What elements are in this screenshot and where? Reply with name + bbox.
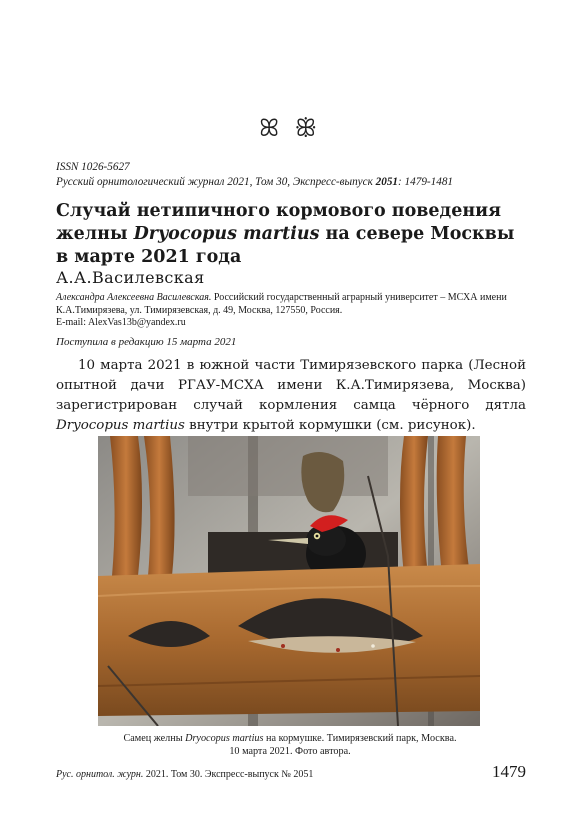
figure-photo	[98, 436, 480, 726]
page-footer	[56, 769, 313, 780]
body-paragraph	[56, 356, 526, 436]
woodpecker-feeder-image	[98, 436, 480, 726]
author-email: E-mail: AlexVas13b@yandex.ru	[56, 317, 186, 328]
affiliation-address: Российский государственный аграрный университет – МСХА имени К.А.Тимирязева, ул. Тимирязевская, д. 49, Москва, 127550, Россия.	[56, 292, 507, 316]
title-text-end: на севере Москвы в марте 2021 года	[56, 224, 515, 267]
page-number: 1479	[492, 762, 526, 781]
caption-text-end: на кормушке. Тимирязевский парк, Москва.	[263, 733, 457, 744]
journal-header	[56, 160, 526, 190]
caption-text: Самец желны	[123, 733, 186, 744]
title-text: Случай нетипичного кормового поведения желны	[56, 201, 502, 244]
author-affiliation	[56, 292, 526, 330]
author-name: А.А.Василевская	[56, 268, 205, 287]
article-title	[56, 200, 516, 269]
issn: ISSN 1026-5627	[56, 161, 130, 173]
received-date: Поступила в редакцию 15 марта 2021	[56, 336, 237, 348]
journal-name: Русский орнитологический журнал 2021, Том 30, Экспресс-выпуск	[56, 176, 376, 188]
figure-caption	[90, 732, 490, 758]
caption-species: Dryocopus martius	[185, 733, 264, 744]
affiliation-name: Александра Алексеевна Василевская.	[56, 292, 212, 303]
caption-line-2: 10 марта 2021. Фото автора.	[229, 746, 351, 757]
body-text-end: внутри крытой кормушки (см. рисунок).	[184, 418, 476, 433]
body-species: Dryocopus martius	[56, 418, 185, 433]
journal-abbrev: Рус. орнитол. журн.	[56, 769, 144, 780]
caption-line-1	[90, 732, 490, 745]
page-range: : 1479-1481	[398, 176, 454, 188]
journal-citation	[56, 175, 526, 190]
title-species: Dryocopus martius	[133, 224, 320, 244]
body-text: 10 марта 2021 в южной части Тимирязевского парка (Лесной опытной дачи РГАУ-МСХА имени К.А.Тимирязева, Москва) зарегистрирован случай кормления самца чёрного дятла	[56, 358, 526, 413]
footer-issue: 2021. Том 30. Экспресс-выпуск № 2051	[143, 769, 314, 780]
ornament-divider: ꕤ ꕥ	[259, 114, 321, 142]
issue-number: 2051	[375, 176, 399, 188]
